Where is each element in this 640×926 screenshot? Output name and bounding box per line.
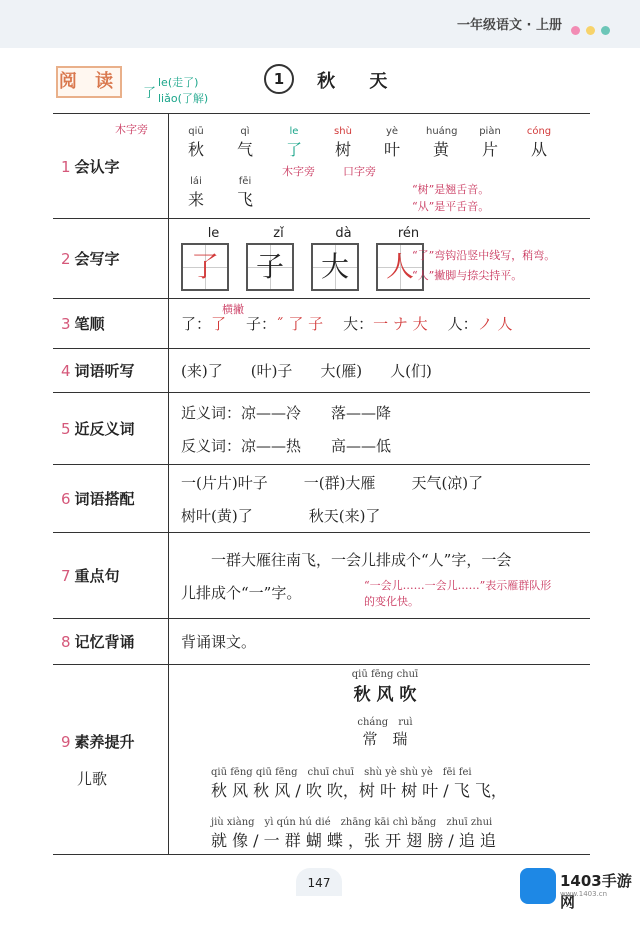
char-item	[230, 126, 260, 160]
char-pinyin: lái	[190, 176, 202, 187]
dot-icon	[601, 26, 610, 35]
note-mu-zi-pang-1: 木字旁	[115, 123, 148, 136]
char-item	[426, 126, 456, 160]
lesson-number: 1	[264, 64, 294, 94]
synonyms: 近义词：凉——冷 落——降	[181, 403, 392, 422]
write-char-item	[311, 226, 376, 291]
synonym-cell	[169, 393, 591, 465]
char-item	[181, 176, 211, 210]
poem-line1: 秋 风 秋 风 / 吹 吹，树 叶 树 叶 / 飞 飞，	[211, 780, 507, 800]
write-pinyin: rén	[397, 226, 420, 241]
write-pinyin: le	[207, 226, 220, 241]
char-item	[475, 126, 505, 160]
char-pinyin: qì	[240, 126, 250, 137]
dictation-item: 人(们)	[390, 362, 432, 380]
dot-icon	[586, 26, 595, 35]
dictation-item: (叶)子	[250, 362, 293, 380]
collocation-item: 一(群)大雁	[303, 473, 376, 492]
key-sentence-line-2: 儿排成个“一”字。	[181, 583, 302, 602]
stroke-steps: 一 ナ 大	[373, 315, 428, 333]
stroke-group	[181, 315, 226, 333]
recite-cell: 背诵课文。	[169, 619, 591, 665]
char-item	[377, 126, 407, 160]
char-item	[524, 126, 554, 160]
poem-title-pinyin: qiū fēng chuī	[351, 668, 419, 680]
row-label: 6 词语搭配	[53, 465, 169, 533]
row-label: 8 记忆背诵	[53, 619, 169, 665]
dot-icon	[571, 26, 580, 35]
stroke-group	[246, 315, 323, 333]
stroke-steps: 了	[211, 315, 227, 333]
write-box: 大	[311, 243, 359, 291]
note-cong-ping: “从”是平舌音。	[412, 200, 490, 213]
collocation-item: 秋天(来)了	[308, 506, 381, 525]
char-pinyin: piàn	[479, 126, 501, 137]
decorative-dots	[565, 20, 610, 39]
char-pinyin: le	[289, 126, 299, 137]
stroke-group	[343, 315, 428, 333]
stroke-group	[448, 315, 513, 333]
key-sentence-line-1: 一群大雁往南飞，一会儿排成个“人”字，一会	[211, 550, 512, 569]
write-pinyin: dà	[335, 226, 352, 241]
char-hanzi: 秋	[187, 140, 204, 159]
note-ren-write: “人”撇脚与捺尖持平。	[412, 269, 523, 282]
row-label: 2 会写字	[53, 219, 169, 299]
note-liao-jie: liǎo(了解)	[158, 92, 209, 105]
poem-line1-pinyin: qiū fēng qiū fēng chuī chuī shù yè shù yè fēi fei	[211, 766, 472, 778]
write-char-item	[246, 226, 311, 291]
row-label: 3 笔顺	[53, 299, 169, 349]
poem-author: 常 瑞	[362, 729, 408, 748]
table-row	[53, 393, 590, 465]
char-hanzi: 从	[530, 140, 547, 159]
stroke-char: 了：	[181, 315, 212, 333]
char-pinyin: huáng	[426, 126, 458, 137]
write-box: 人	[376, 243, 424, 291]
poem-line2-pinyin: jiù xiàng yì qún hú dié zhāng kāi chì bǎng zhuī zhui	[211, 816, 493, 828]
page-number: 147	[296, 868, 342, 896]
table-row	[53, 299, 590, 349]
book-title: 一年级语文 · 上册	[457, 18, 562, 33]
char-hanzi: 叶	[383, 140, 400, 159]
lesson-table	[53, 113, 590, 855]
poem-title: 秋 风 吹	[353, 684, 417, 705]
row-label: 7 重点句	[53, 533, 169, 619]
reading-tag: 阅 读	[56, 66, 122, 98]
note-le-zou: le(走了)	[158, 76, 199, 89]
char-hanzi: 片	[481, 140, 498, 159]
write-pinyin: zǐ	[273, 226, 284, 241]
char-hanzi: 飞	[236, 190, 253, 209]
collocation-cell	[169, 465, 591, 533]
poem-line2: 就 像 / 一 群 蝴 蝶 ，张 开 翅 膀 / 追 追	[211, 830, 496, 850]
collocation-item: 一(片片)叶子	[181, 473, 268, 492]
note-le-glyph: 了	[143, 86, 157, 101]
char-pinyin: cóng	[526, 126, 552, 137]
char-item	[181, 126, 211, 160]
table-row	[53, 533, 590, 619]
row-label: 5 近反义词	[53, 393, 169, 465]
char-item	[230, 176, 260, 210]
table-row	[53, 665, 590, 855]
char-pinyin: qiū	[188, 126, 204, 137]
dictation-item: 大(雁)	[320, 362, 363, 380]
cube-icon	[520, 868, 556, 904]
write-box: 子	[246, 243, 294, 291]
char-item	[279, 126, 309, 160]
stroke-char: 大：	[343, 315, 374, 333]
watermark-sub: www.1403.cn	[560, 890, 608, 898]
dictation-cell	[169, 349, 591, 393]
table-row	[53, 349, 590, 393]
char-pinyin: shù	[334, 126, 352, 137]
char-hanzi: 气	[236, 140, 253, 159]
row-sublabel: 儿歌	[77, 769, 108, 788]
watermark	[520, 868, 640, 911]
stroke-steps: ˝ 了 子	[276, 315, 324, 333]
char-item	[328, 126, 358, 160]
lesson-heading	[264, 64, 401, 94]
table-row	[53, 465, 590, 533]
stroke-char: 子：	[246, 315, 277, 333]
lesson-title: 秋 天	[317, 70, 402, 92]
char-hanzi: 黄	[432, 140, 449, 159]
char-hanzi: 了	[285, 140, 302, 159]
row-label: 1 会认字	[53, 114, 169, 219]
sentence-note-1: “一会儿……一会儿……”表示雁群队形	[364, 579, 552, 592]
row-label: 4 词语听写	[53, 349, 169, 393]
row-label: 9 素养提升 儿歌	[53, 665, 169, 855]
poem-author-pinyin: cháng ruì	[357, 716, 413, 728]
dictation-item: (来)了	[181, 362, 223, 380]
antonyms: 反义词：凉——热 高——低	[181, 436, 392, 455]
header-bar	[0, 0, 640, 48]
char-hanzi: 来	[187, 190, 204, 209]
char-hanzi: 树	[334, 140, 351, 159]
poem-cell	[169, 665, 591, 855]
write-box: 了	[181, 243, 229, 291]
watermark-text: 1403手游网	[560, 872, 632, 911]
stroke-steps: ノ 人	[477, 315, 513, 333]
char-pinyin: yè	[385, 126, 399, 137]
note-le-write: “了”弯钩沿竖中线写，稍弯。	[412, 249, 556, 262]
collocation-item: 天气(凉)了	[411, 473, 484, 492]
write-char-item	[181, 226, 246, 291]
sentence-note-2: 的变化快。	[364, 595, 419, 608]
recognize-cell	[169, 114, 591, 219]
note-shu-qiao: “树”是翘舌音。	[412, 183, 490, 196]
note-pie-na: 横撇	[222, 303, 244, 316]
note-kou-zi-pang: 口字旁	[343, 165, 376, 178]
stroke-char: 人：	[447, 315, 478, 333]
key-sentence-cell	[169, 533, 591, 619]
note-mu-zi-pang-2: 木字旁	[282, 165, 315, 178]
char-pinyin: fēi	[238, 176, 252, 187]
collocation-item: 树叶(黄)了	[181, 506, 253, 525]
table-row	[53, 619, 590, 665]
